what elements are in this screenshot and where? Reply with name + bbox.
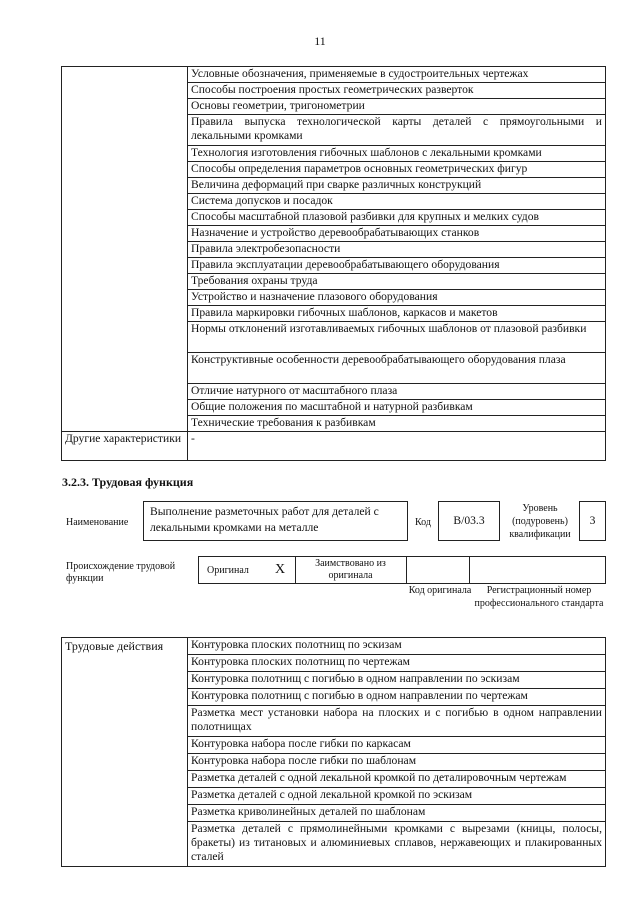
knowledge-item: Правила маркировки гибочных шаблонов, каркасов и макетов — [188, 306, 606, 322]
knowledge-item: Требования охраны труда — [188, 274, 606, 290]
knowledge-item: Условные обозначения, применяемые в судостроительных чертежах — [188, 67, 606, 83]
original-code-cell — [407, 557, 470, 583]
knowledge-item: Отличие натурного от масштабного плаза — [188, 384, 606, 400]
original-code-caption: Код оригинала — [408, 585, 472, 596]
action-item: Разметка криволинейных деталей по шаблонам — [188, 805, 606, 822]
other-characteristics-value: - — [188, 432, 606, 461]
knowledge-item: Основы геометрии, тригонометрии — [188, 99, 606, 115]
knowledge-item: Конструктивные особенности деревообрабатывающего оборудования плаза — [188, 353, 606, 384]
action-item: Разметка деталей с прямолинейными кромками с вырезами (кницы, полосы, бракеты) из титановых и алюминиевых сплавов, нержавеющих и плакированных сталей — [188, 822, 606, 867]
section-title: 3.2.3. Трудовая функция — [62, 475, 194, 489]
function-code: B/03.3 — [438, 501, 500, 541]
name-label: Наименование — [66, 517, 129, 528]
other-characteristics-label: Другие характеристики — [62, 432, 188, 461]
action-item: Контуровка полотнищ с погибью в одном направлении по эскизам — [188, 672, 606, 689]
knowledge-label-cell — [62, 67, 188, 432]
knowledge-item: Правила выпуска технологической карты деталей с прямоугольными и лекальными кромками — [188, 115, 606, 146]
knowledge-item: Способы определения параметров основных геометрических фигур — [188, 162, 606, 178]
knowledge-item: Технические требования к разбивкам — [188, 416, 606, 432]
knowledge-item: Нормы отклонений изготавливаемых гибочных шаблонов от плазовой разбивки — [188, 322, 606, 353]
action-item: Контуровка набора после гибки по каркасам — [188, 737, 606, 754]
borrowed-label: Заимствовано из оригинала — [295, 557, 407, 583]
function-level: 3 — [579, 501, 606, 541]
action-item: Разметка деталей с одной лекальной кромкой по деталировочным чертежам — [188, 771, 606, 788]
action-item: Контуровка набора после гибки по шаблонам — [188, 754, 606, 771]
knowledge-item: Устройство и назначение плазового оборудования — [188, 290, 606, 306]
knowledge-table — [61, 66, 606, 461]
knowledge-item: Назначение и устройство деревообрабатывающих станков — [188, 226, 606, 242]
knowledge-item: Общие положения по масштабной и натурной разбивкам — [188, 400, 606, 416]
action-item: Разметка деталей с одной лекальной кромкой по эскизам — [188, 788, 606, 805]
knowledge-item: Система допусков и посадок — [188, 194, 606, 210]
level-label: Уровень (подуровень) квалификации — [509, 503, 571, 540]
actions-label: Трудовые действия — [62, 638, 188, 867]
code-label: Код — [415, 517, 431, 528]
knowledge-item: Способы построения простых геометрических разверток — [188, 83, 606, 99]
action-item: Контуровка полотнищ с погибью в одном направлении по чертежам — [188, 689, 606, 706]
original-label: Оригинал — [207, 565, 249, 576]
action-item: Разметка мест установки набора на плоских и с погибью в одном направлении полотнищах — [188, 706, 606, 737]
knowledge-item: Способы масштабной плазовой разбивки для крупных и мелких судов — [188, 210, 606, 226]
function-name: Выполнение разметочных работ для деталей с лекальными кромками на металле — [143, 501, 408, 541]
original-mark: X — [265, 557, 296, 583]
knowledge-item: Величина деформаций при сварке различных конструкций — [188, 178, 606, 194]
origin-row — [198, 556, 606, 584]
origin-label: Происхождение трудовой функции — [66, 561, 176, 584]
action-item: Контуровка плоских полотнищ по эскизам — [188, 638, 606, 655]
knowledge-item: Правила электробезопасности — [188, 242, 606, 258]
action-item: Контуровка плоских полотнищ по чертежам — [188, 655, 606, 672]
registration-number-cell — [469, 557, 605, 583]
registration-number-caption: Регистрационный номер профессионального стандарта — [474, 585, 604, 609]
page-number: 11 — [314, 34, 326, 48]
knowledge-item: Правила эксплуатации деревообрабатывающего оборудования — [188, 258, 606, 274]
knowledge-item: Технология изготовления гибочных шаблонов с лекальными кромками — [188, 146, 606, 162]
actions-table — [61, 637, 606, 867]
